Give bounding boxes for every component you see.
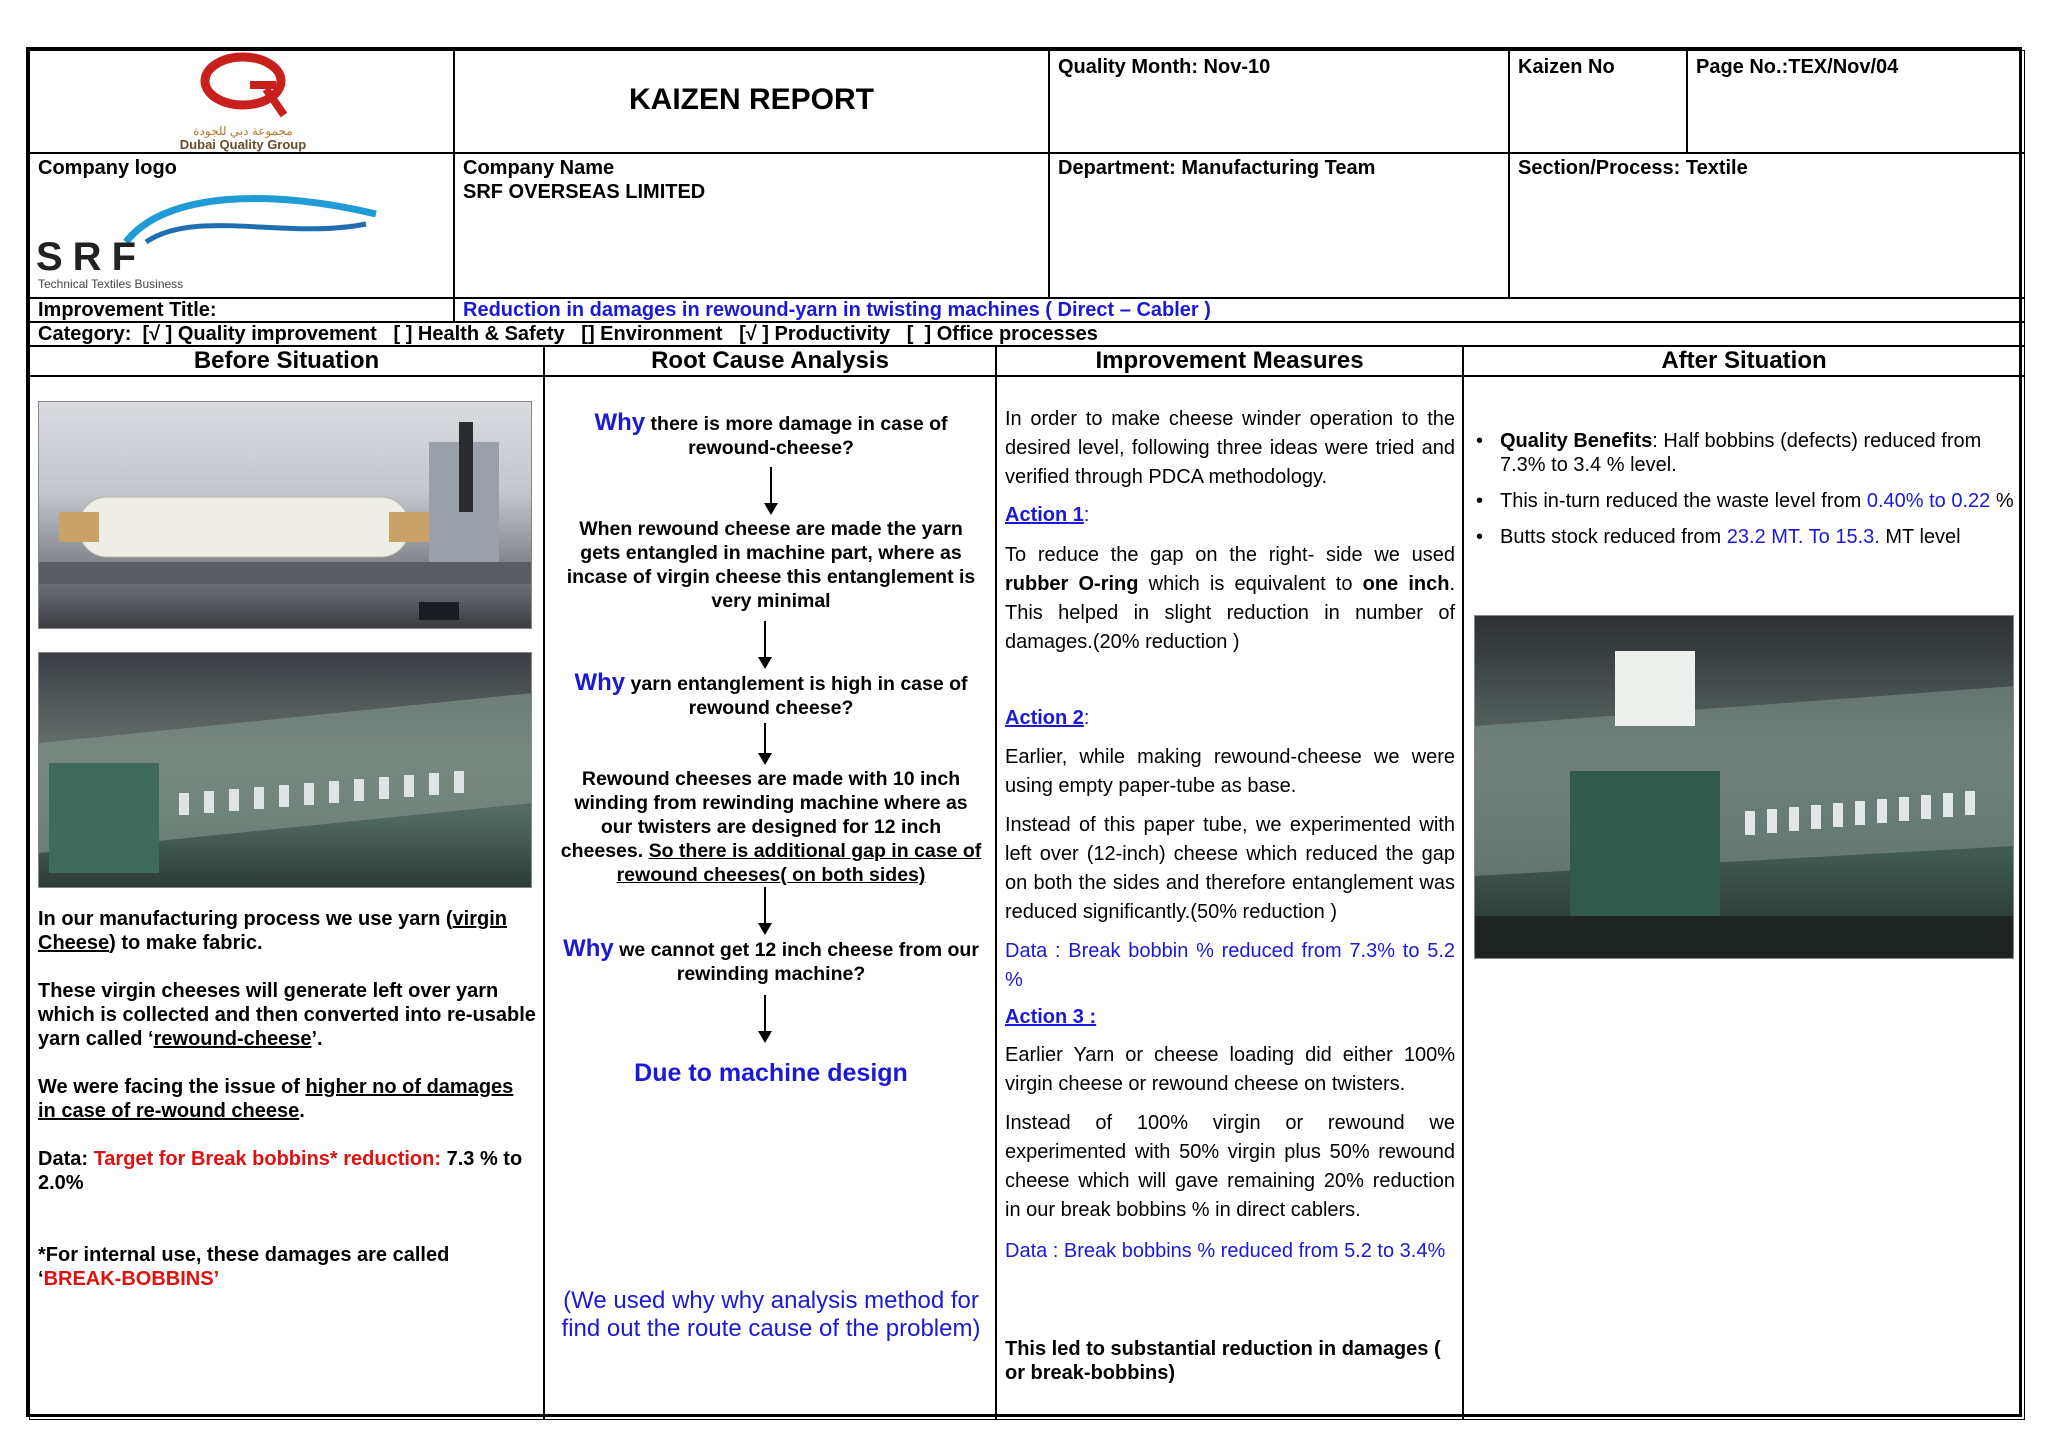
after-benefit-quality bbox=[1470, 429, 2016, 477]
dqg-logo-icon bbox=[30, 51, 454, 153]
why-label-1: Why bbox=[594, 409, 646, 436]
quality-month-cell bbox=[1049, 50, 1509, 153]
action-1-label: Action 1 bbox=[1005, 504, 1084, 526]
srf-logo-sub: Technical Textiles Business bbox=[38, 277, 184, 291]
root-cause-header: Root Cause Analysis bbox=[544, 346, 996, 376]
action-3-para-1: Earlier Yarn or cheese loading did either 100% virgin cheese or rewound cheese on twisters. bbox=[1005, 1044, 1455, 1095]
action-3-data: Data : Break bobbins % reduced from 5.2 to 3.4% bbox=[1005, 1240, 1446, 1262]
after-b1b: : Half bobbins (defects) reduced from 7.3% to 3.4 % level. bbox=[1500, 430, 1982, 476]
improvement-title-cell bbox=[454, 298, 2025, 322]
department: Department: Manufacturing Team bbox=[1058, 157, 1376, 179]
after-b2c: % bbox=[1990, 490, 2014, 512]
after-benefits-list bbox=[1470, 429, 2016, 561]
before-footnote bbox=[38, 1243, 536, 1291]
page-no: Page No.:TEX/Nov/04 bbox=[1696, 56, 1899, 78]
before-data-target bbox=[38, 1147, 536, 1195]
before-situation-header: Before Situation bbox=[29, 346, 544, 376]
arrow-down-icon bbox=[764, 995, 766, 1041]
a1c: which is equivalent to bbox=[1138, 573, 1363, 595]
after-photo-twisting-line bbox=[1474, 615, 2014, 959]
root-cause-method-note: (We used why why analysis method for find out the route cause of the problem) bbox=[561, 1287, 981, 1342]
improve-conclusion: This led to substantial reduction in damages ( or break-bobbins) bbox=[1005, 1338, 1441, 1384]
action-1-body bbox=[1005, 541, 1455, 657]
report-title-cell bbox=[454, 50, 1049, 153]
company-name-cell bbox=[454, 153, 1049, 298]
after-b3a: Butts stock reduced from bbox=[1500, 526, 1727, 548]
section-cell bbox=[1509, 153, 2025, 298]
after-b3b: 23.2 MT. To 15.3. bbox=[1726, 526, 1880, 548]
improvement-title: Reduction in damages in rewound-yarn in twisting machines ( Direct – Cabler ) bbox=[463, 299, 1211, 321]
before-p3b: higher no of damages in case of re-wound cheese bbox=[38, 1076, 514, 1122]
quality-month: Quality Month: Nov-10 bbox=[1058, 56, 1271, 78]
company-name-label: Company Name bbox=[463, 157, 615, 179]
improve-intro: In order to make cheese winder operation to the desired level, following three ideas were tried and verified through PDCA methodology. bbox=[1005, 408, 1455, 488]
before-p3c: . bbox=[299, 1100, 305, 1122]
root-cause-column bbox=[544, 376, 996, 1420]
arrow-down-icon bbox=[764, 887, 766, 933]
kaizen-no-label: Kaizen No bbox=[1518, 56, 1615, 78]
a1a: To reduce the gap on the right- side we used bbox=[1005, 544, 1455, 566]
improvement-title-label: Improvement Title: bbox=[38, 299, 217, 321]
after-b1a: Quality Benefits bbox=[1500, 430, 1653, 452]
company-name: SRF OVERSEAS LIMITED bbox=[463, 181, 706, 203]
action-1-heading: Action 1: bbox=[1005, 504, 1090, 526]
a1d: one inch bbox=[1362, 573, 1450, 595]
dqg-logo-text: Dubai Quality Group bbox=[179, 137, 307, 152]
section-process: Section/Process: Textile bbox=[1518, 157, 1748, 179]
srf-logo-icon bbox=[36, 180, 396, 296]
before-paragraph-2 bbox=[38, 979, 536, 1051]
action-2-data: Data : Break bobbin % reduced from 7.3% to 5.2 % bbox=[1005, 940, 1455, 991]
before-p4a: Data: bbox=[38, 1148, 94, 1170]
before-p5a: *For internal use, these damages are called ‘ bbox=[38, 1244, 450, 1290]
before-paragraph-1 bbox=[38, 907, 536, 955]
before-photo-cheese-winder bbox=[38, 401, 532, 629]
kaizen-report-sheet bbox=[26, 47, 2022, 1417]
answer-1: When rewound cheese are made the yarn gets entangled in machine part, where as incase of virgin cheese this entanglement is very minimal bbox=[566, 518, 976, 612]
after-benefit-butts bbox=[1470, 525, 2016, 549]
after-b2b: 0.40% to 0.22 bbox=[1866, 490, 1991, 512]
category-line: Category: [√ ] Quality improvement [ ] Health & Safety [] Environment [√ ] Productivity [ ] Office processes bbox=[38, 323, 1098, 345]
a1b: rubber O-ring bbox=[1005, 573, 1139, 595]
root-cause-conclusion: Due to machine design bbox=[634, 1059, 908, 1087]
before-p1a: In our manufacturing process we use yarn ( bbox=[38, 908, 453, 930]
why-question-1 bbox=[575, 411, 967, 460]
company-logo-label: Company logo bbox=[38, 157, 177, 179]
action-2-label: Action 2 bbox=[1005, 707, 1084, 729]
after-b3c: MT level bbox=[1879, 526, 1961, 548]
kaizen-no-cell bbox=[1509, 50, 1687, 153]
action-3-para-2: Instead of 100% virgin or rewound we experimented with 50% virgin plus 50% rewound cheese which will gave remaining 20% reduction in our break bobbins % in direct cablers. bbox=[1005, 1112, 1455, 1221]
company-logo-cell bbox=[29, 153, 454, 298]
before-paragraph-3 bbox=[38, 1075, 536, 1123]
before-p2c: ’. bbox=[311, 1028, 323, 1050]
before-p5b: BREAK-BOBBINS’ bbox=[43, 1268, 220, 1290]
answer-2b: So there is additional gap in case of rewound cheeses( on both sides) bbox=[616, 840, 982, 886]
why-label-3: Why bbox=[563, 935, 614, 962]
department-cell bbox=[1049, 153, 1509, 298]
arrow-down-icon bbox=[764, 723, 766, 763]
before-p4c: 7.3 % to 2.0% bbox=[38, 1148, 523, 1194]
before-p2b: rewound-cheese bbox=[153, 1028, 312, 1050]
answer-2 bbox=[557, 767, 985, 887]
why-q2-text: yarn entanglement is high in case of rewound cheese? bbox=[625, 673, 968, 719]
improvement-title-label-cell bbox=[29, 298, 454, 322]
why-q3-text: we cannot get 12 inch cheese from our rewinding machine? bbox=[613, 939, 979, 985]
page-no-cell bbox=[1687, 50, 2025, 153]
why-question-3 bbox=[557, 937, 985, 986]
arrow-down-icon bbox=[764, 621, 766, 667]
before-p4b: Target for Break bobbins* reduction: bbox=[93, 1148, 442, 1170]
before-p1b: virgin Cheese bbox=[38, 908, 507, 954]
before-situation-column bbox=[29, 376, 544, 1420]
a1e: . This helped in slight reduction in number of damages.(20% reduction ) bbox=[1005, 573, 1455, 653]
report-title: KAIZEN REPORT bbox=[628, 83, 874, 116]
why-question-2 bbox=[557, 671, 985, 720]
dubai-quality-group-logo bbox=[29, 50, 454, 153]
why-q1-text: there is more damage in case of rewound-cheese? bbox=[645, 413, 948, 459]
why-label-2: Why bbox=[574, 669, 626, 696]
improvement-measures-header: Improvement Measures bbox=[996, 346, 1463, 376]
after-situation-column bbox=[1463, 376, 2025, 1420]
after-b2a: This in-turn reduced the waste level from bbox=[1500, 490, 1867, 512]
action-2-para-1: Earlier, while making rewound-cheese we were using empty paper-tube as base. bbox=[1005, 746, 1455, 797]
action-3-heading bbox=[1005, 1003, 1455, 1032]
srf-logo-text: SRF bbox=[36, 235, 146, 279]
after-benefit-waste bbox=[1470, 489, 2016, 513]
category-cell bbox=[29, 322, 2025, 346]
action-2-para-2: Instead of this paper tube, we experimented with left over (12-inch) cheese which reduced the gap on both the sides and therefore entanglement was reduced significantly.(50% reduction ) bbox=[1005, 814, 1455, 923]
answer-2a: Rewound cheeses are made with 10 inch winding from rewinding machine where as our twisters are designed for 12 inch cheeses. bbox=[560, 768, 968, 862]
svg-text:مجموعة دبي للجودة: مجموعة دبي للجودة bbox=[193, 124, 293, 138]
action-2-heading: Action 2: bbox=[1005, 707, 1090, 729]
action-3-label: Action 3 : bbox=[1005, 1006, 1097, 1028]
after-situation-header: After Situation bbox=[1463, 346, 2025, 376]
before-photo-twisting-line bbox=[38, 652, 532, 888]
before-p3a: We were facing the issue of bbox=[38, 1076, 306, 1098]
before-p1c: ) to make fabric. bbox=[109, 932, 263, 954]
improvement-measures-column bbox=[996, 376, 1463, 1420]
arrow-down-icon bbox=[770, 467, 772, 513]
before-p2a: These virgin cheeses will generate left over yarn which is collected and then converted into re-usable yarn called ‘ bbox=[38, 980, 536, 1050]
